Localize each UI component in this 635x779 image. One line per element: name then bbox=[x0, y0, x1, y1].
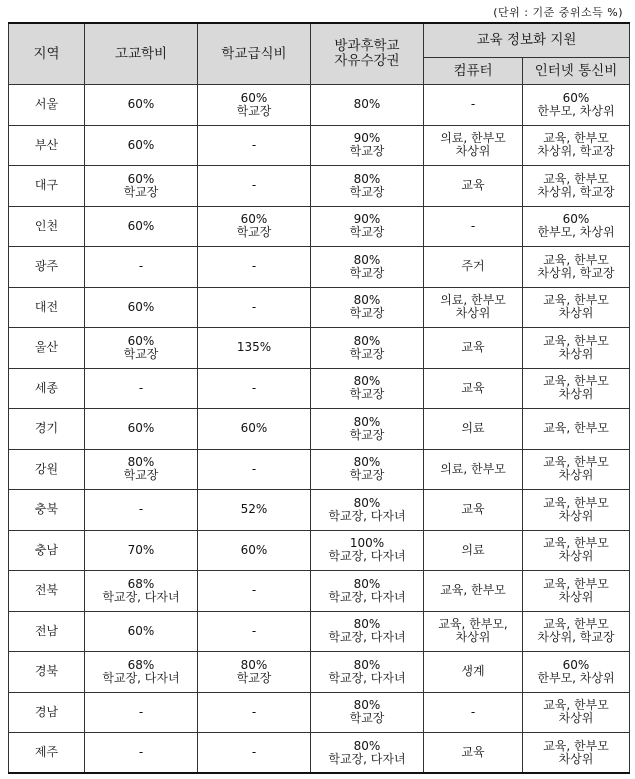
table-row bbox=[9, 449, 630, 490]
cell-meal: - bbox=[198, 247, 311, 288]
cell-meal: - bbox=[198, 611, 311, 652]
header-afterschool: 방과후학교 자유수강권 bbox=[311, 23, 424, 85]
cell-tuition: - bbox=[85, 368, 198, 409]
cell-region: 울산 bbox=[9, 328, 85, 369]
table-row bbox=[9, 368, 630, 409]
cell-afterschool: 80% 학교장, 다자녀 bbox=[311, 490, 424, 531]
cell-afterschool: 80% 학교장, 다자녀 bbox=[311, 652, 424, 693]
table-row bbox=[9, 125, 630, 166]
cell-region: 부산 bbox=[9, 125, 85, 166]
cell-tuition: 70% bbox=[85, 530, 198, 571]
cell-computer: 의료 bbox=[424, 409, 523, 450]
cell-meal: 60% 학교장 bbox=[198, 206, 311, 247]
table-row bbox=[9, 328, 630, 369]
cell-internet: 교육, 한부모 차상위, 학교장 bbox=[523, 247, 630, 288]
table-row bbox=[9, 287, 630, 328]
cell-tuition: 60% bbox=[85, 206, 198, 247]
cell-afterschool: 80% 학교장 bbox=[311, 287, 424, 328]
cell-internet: 교육, 한부모 차상위 bbox=[523, 692, 630, 733]
cell-computer: 교육 bbox=[424, 166, 523, 207]
cell-internet: 교육, 한부모 차상위 bbox=[523, 733, 630, 774]
unit-note: (단위 : 기준 중위소득 %) bbox=[493, 6, 623, 19]
cell-tuition: - bbox=[85, 692, 198, 733]
table-row bbox=[9, 206, 630, 247]
cell-internet: 교육, 한부모 차상위, 학교장 bbox=[523, 125, 630, 166]
cell-tuition: - bbox=[85, 247, 198, 288]
cell-tuition: 60% bbox=[85, 85, 198, 126]
table-row bbox=[9, 490, 630, 531]
cell-internet: 교육, 한부모 차상위 bbox=[523, 368, 630, 409]
cell-meal: 60% bbox=[198, 409, 311, 450]
table-row bbox=[9, 571, 630, 612]
cell-tuition: 68% 학교장, 다자녀 bbox=[85, 571, 198, 612]
cell-internet: 교육, 한부모 bbox=[523, 409, 630, 450]
cell-meal: - bbox=[198, 368, 311, 409]
cell-tuition: - bbox=[85, 490, 198, 531]
cell-meal: 60% bbox=[198, 530, 311, 571]
cell-computer: - bbox=[424, 206, 523, 247]
cell-meal: - bbox=[198, 692, 311, 733]
cell-tuition: 68% 학교장, 다자녀 bbox=[85, 652, 198, 693]
cell-meal: - bbox=[198, 125, 311, 166]
cell-tuition: 60% bbox=[85, 287, 198, 328]
cell-region: 전북 bbox=[9, 571, 85, 612]
cell-computer: 교육 bbox=[424, 490, 523, 531]
cell-afterschool: 80% 학교장 bbox=[311, 368, 424, 409]
cell-afterschool: 80% 학교장 bbox=[311, 409, 424, 450]
cell-region: 대구 bbox=[9, 166, 85, 207]
table-row bbox=[9, 733, 630, 774]
cell-internet: 60% 한부모, 차상위 bbox=[523, 206, 630, 247]
cell-internet: 60% 한부모, 차상위 bbox=[523, 85, 630, 126]
cell-computer: 의료, 한부모 차상위 bbox=[424, 287, 523, 328]
table-row bbox=[9, 85, 630, 126]
cell-internet: 교육, 한부모 차상위 bbox=[523, 490, 630, 531]
cell-computer: 생계 bbox=[424, 652, 523, 693]
cell-region: 인천 bbox=[9, 206, 85, 247]
cell-region: 전남 bbox=[9, 611, 85, 652]
table-row bbox=[9, 247, 630, 288]
cell-afterschool: 80% 학교장, 다자녀 bbox=[311, 611, 424, 652]
cell-afterschool: 90% 학교장 bbox=[311, 125, 424, 166]
cell-afterschool: 80% 학교장, 다자녀 bbox=[311, 571, 424, 612]
cell-region: 충남 bbox=[9, 530, 85, 571]
cell-computer: 주거 bbox=[424, 247, 523, 288]
table-row bbox=[9, 530, 630, 571]
cell-computer: 의료 bbox=[424, 530, 523, 571]
cell-computer: 교육 bbox=[424, 733, 523, 774]
cell-meal: 52% bbox=[198, 490, 311, 531]
header-it-support: 교육 정보화 지원 bbox=[424, 23, 630, 58]
cell-internet: 교육, 한부모 차상위 bbox=[523, 571, 630, 612]
cell-computer: - bbox=[424, 85, 523, 126]
cell-tuition: 60% 학교장 bbox=[85, 328, 198, 369]
support-table bbox=[8, 22, 630, 774]
cell-tuition: 60% bbox=[85, 611, 198, 652]
cell-computer: - bbox=[424, 692, 523, 733]
header-tuition: 고교학비 bbox=[85, 23, 198, 85]
cell-region: 경기 bbox=[9, 409, 85, 450]
cell-afterschool: 100% 학교장, 다자녀 bbox=[311, 530, 424, 571]
cell-afterschool: 80% 학교장 bbox=[311, 692, 424, 733]
cell-afterschool: 80% 학교장 bbox=[311, 166, 424, 207]
cell-tuition: - bbox=[85, 733, 198, 774]
cell-tuition: 60% 학교장 bbox=[85, 166, 198, 207]
cell-meal: 60% 학교장 bbox=[198, 85, 311, 126]
table-row bbox=[9, 652, 630, 693]
cell-region: 광주 bbox=[9, 247, 85, 288]
cell-computer: 교육 bbox=[424, 368, 523, 409]
cell-computer: 의료, 한부모 차상위 bbox=[424, 125, 523, 166]
cell-afterschool: 80% 학교장 bbox=[311, 328, 424, 369]
cell-region: 충북 bbox=[9, 490, 85, 531]
cell-region: 세종 bbox=[9, 368, 85, 409]
cell-meal: - bbox=[198, 571, 311, 612]
cell-region: 대전 bbox=[9, 287, 85, 328]
table-row bbox=[9, 409, 630, 450]
cell-region: 강원 bbox=[9, 449, 85, 490]
cell-meal: 80% 학교장 bbox=[198, 652, 311, 693]
cell-internet: 교육, 한부모 차상위 bbox=[523, 328, 630, 369]
table-row bbox=[9, 166, 630, 207]
header-meal: 학교급식비 bbox=[198, 23, 311, 85]
cell-internet: 교육, 한부모 차상위, 학교장 bbox=[523, 166, 630, 207]
cell-afterschool: 80% bbox=[311, 85, 424, 126]
cell-internet: 교육, 한부모 차상위 bbox=[523, 530, 630, 571]
cell-internet: 60% 한부모, 차상위 bbox=[523, 652, 630, 693]
cell-meal: - bbox=[198, 449, 311, 490]
cell-computer: 교육 bbox=[424, 328, 523, 369]
cell-tuition: 60% bbox=[85, 125, 198, 166]
cell-computer: 교육, 한부모 bbox=[424, 571, 523, 612]
cell-region: 경남 bbox=[9, 692, 85, 733]
cell-meal: - bbox=[198, 287, 311, 328]
cell-internet: 교육, 한부모 차상위 bbox=[523, 287, 630, 328]
cell-computer: 교육, 한부모, 차상위 bbox=[424, 611, 523, 652]
cell-meal: - bbox=[198, 733, 311, 774]
cell-afterschool: 80% 학교장, 다자녀 bbox=[311, 733, 424, 774]
cell-region: 제주 bbox=[9, 733, 85, 774]
cell-internet: 교육, 한부모 차상위, 학교장 bbox=[523, 611, 630, 652]
table-row bbox=[9, 692, 630, 733]
header-region: 지역 bbox=[9, 23, 85, 85]
cell-region: 경북 bbox=[9, 652, 85, 693]
cell-tuition: 80% 학교장 bbox=[85, 449, 198, 490]
cell-afterschool: 80% 학교장 bbox=[311, 449, 424, 490]
cell-meal: 135% bbox=[198, 328, 311, 369]
cell-afterschool: 90% 학교장 bbox=[311, 206, 424, 247]
cell-computer: 의료, 한부모 bbox=[424, 449, 523, 490]
cell-region: 서울 bbox=[9, 85, 85, 126]
header-computer: 컴퓨터 bbox=[424, 58, 523, 85]
header-internet: 인터넷 통신비 bbox=[523, 58, 630, 85]
cell-internet: 교육, 한부모 차상위 bbox=[523, 449, 630, 490]
cell-meal: - bbox=[198, 166, 311, 207]
table-row bbox=[9, 611, 630, 652]
cell-afterschool: 80% 학교장 bbox=[311, 247, 424, 288]
cell-tuition: 60% bbox=[85, 409, 198, 450]
